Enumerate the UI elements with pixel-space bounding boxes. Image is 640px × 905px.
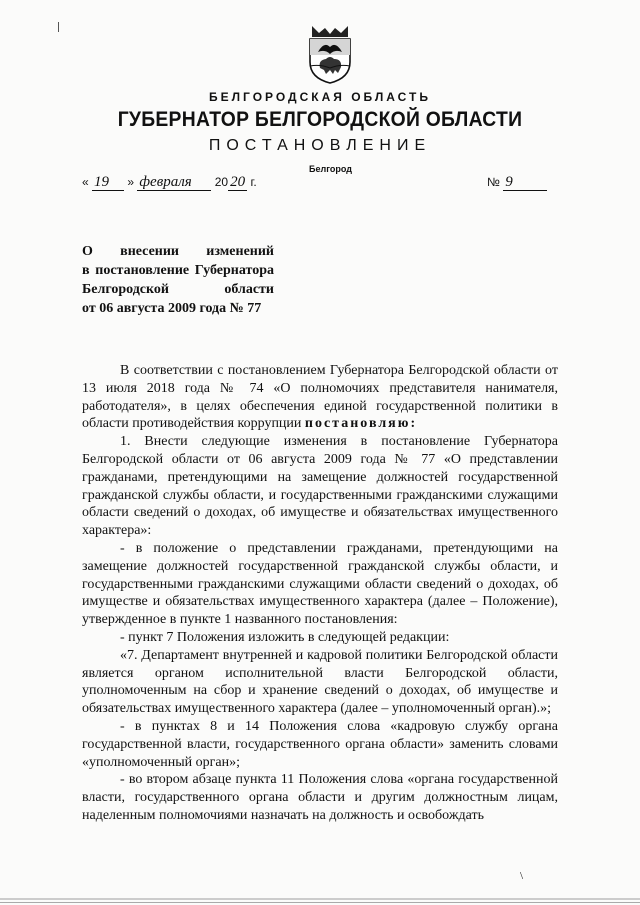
subject-line: в постановление Губернатора <box>82 263 274 278</box>
resolve-word: постановляю: <box>304 416 418 432</box>
body-paragraph <box>82 362 558 433</box>
body-paragraph: - пункт 7 Положения изложить в следующей редакции: <box>120 629 450 645</box>
number-label: № <box>487 175 500 189</box>
date-month: февраля <box>137 175 211 191</box>
body-paragraph: - в положение о представлении гражданами, претендующими на замещение должностей государственной гражданской службы области, и государственными гражданскими служащими области сведений о доходах, об имуществе и обязательствах имущественного характера (далее – Положение), утвержденное в пункте 1 названного постановления: <box>82 540 558 628</box>
scan-artifact <box>58 22 59 32</box>
date-open-quote: « <box>82 175 89 189</box>
subject-line: О внесении изменений <box>82 244 274 259</box>
date-close-quote: » <box>127 175 135 189</box>
date-year-prefix: 20 <box>214 175 229 189</box>
document-type: ПОСТАНОВЛЕНИЕ <box>208 137 432 154</box>
scan-edge <box>0 902 640 903</box>
subject-line: Белгородской области <box>82 282 274 297</box>
decree-number <box>487 175 547 191</box>
decree-date <box>82 175 257 191</box>
region-name: БЕЛГОРОДСКАЯ ОБЛАСТЬ <box>209 90 431 104</box>
city-name: Белгород <box>309 164 352 174</box>
governor-title: ГУБЕРНАТОР БЕЛГОРОДСКОЙ ОБЛАСТИ <box>117 108 523 131</box>
footer-mark: \ <box>520 870 524 882</box>
scan-edge <box>0 898 640 900</box>
body-paragraph: - в пунктах 8 и 14 Положения слова «кадровую службу органа государственной власти, государственного органа области» заменить словами «уполномоченный орган»; <box>82 718 558 770</box>
date-year-abbr: г. <box>250 175 257 189</box>
body-paragraph: - во втором абзаце пункта 11 Положения слова «органа государственной власти, государственного органа области и другим должностным лицам, наделенным полномочиями назначать на должность и освобождать <box>82 772 558 823</box>
decree-subject <box>82 242 274 318</box>
date-day: 19 <box>92 175 124 191</box>
number-value: 9 <box>503 175 547 191</box>
body-paragraph-text: В соответствии с постановлением Губернатора Белгородской области от 13 июля 2018 года № 74 «О полномочиях представителя нанимателя, работодателя», в целях обеспечения единой государственной политики в области противодействия коррупции <box>82 363 558 432</box>
coat-of-arms-icon <box>304 24 356 84</box>
body-paragraph: 1. Внести следующие изменения в постановление Губернатора Белгородской области от 06 августа 2009 года № 77 «О представлении гражданами, претендующими на замещение должностей государственной гражданской службы области, и государственными гражданскими служащими области сведений о доходах, об имуществе и обязательствах имущественного характера»: <box>82 434 558 539</box>
decree-body <box>82 362 558 825</box>
date-year-suffix: 20 <box>230 174 246 190</box>
subject-line: от 06 августа 2009 года № 77 <box>82 301 262 316</box>
body-paragraph: «7. Департамент внутренней и кадровой политики Белгородской области является органом исполнительной власти Белгородской области, уполномоченным на сбор и хранение сведений о доходах, об имуществе и обязательствах имущественного характера (далее – уполномоченный орган).»; <box>82 647 558 717</box>
